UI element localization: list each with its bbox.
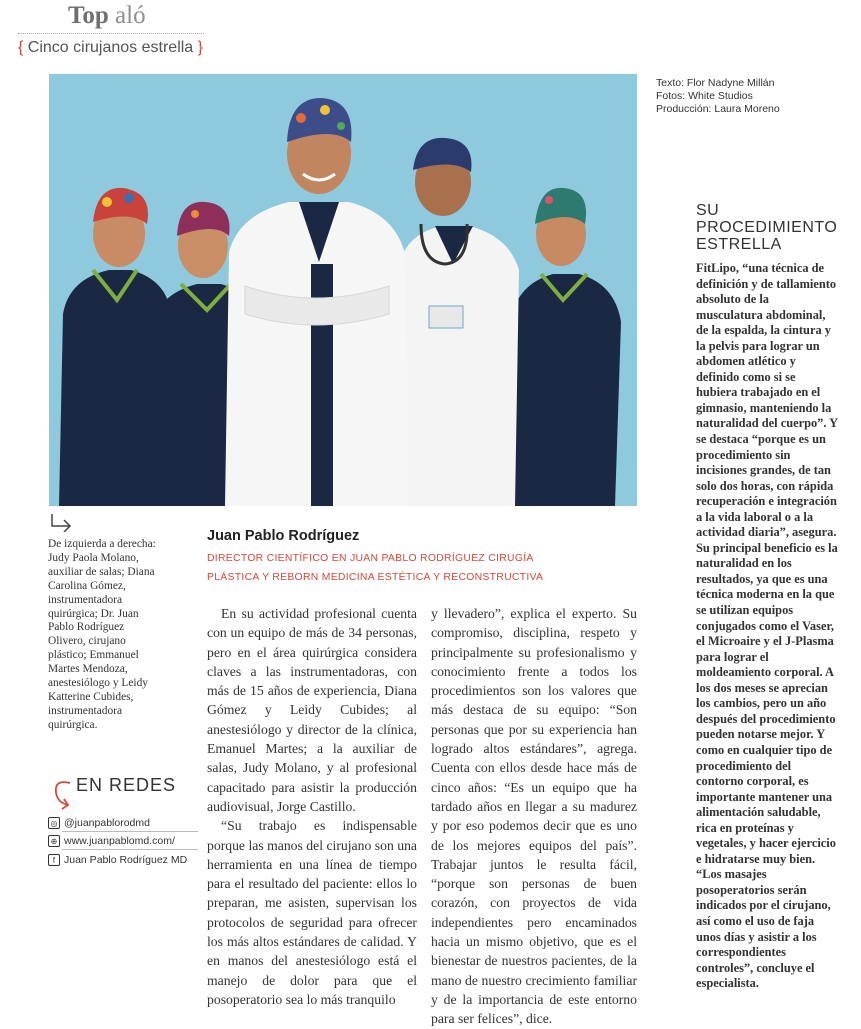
sidebar-title: SU PROCEDIMIENTO ESTRELLA bbox=[696, 202, 838, 253]
section-subtitle bbox=[18, 39, 203, 57]
subtitle-text: Cinco cirujanos estrella bbox=[27, 39, 194, 56]
facebook-icon: f bbox=[48, 854, 60, 866]
social-facebook[interactable] bbox=[48, 854, 187, 866]
team-photo-illustration bbox=[49, 74, 637, 506]
team-photo bbox=[49, 74, 637, 506]
instagram-icon: ◎ bbox=[48, 817, 60, 829]
web-icon: ⊕ bbox=[48, 835, 60, 847]
article-paragraph: En su actividad profesional cuenta con un equipo de más de 34 personas, pero en el área quirúrgica considera claves a las instrumentadoras, con más de 15 años de experiencia, Diana Gómez y Leidy Cubides; al anestesiólogo y director de la clínica, Emanuel Martes; a la auxiliar de salas, Judy Molano, y al profesional capacitado para asistir la producción audiovisual, Jorge Castillo. bbox=[207, 606, 417, 814]
credit-text: Texto: Flor Nadyne Millán bbox=[656, 77, 775, 89]
credits bbox=[656, 77, 780, 116]
credit-photos: Fotos: White Studios bbox=[656, 90, 753, 102]
facebook-name[interactable]: Juan Pablo Rodríguez MD bbox=[64, 854, 188, 866]
article-paragraph: y llevadero”, explica el experto. Su compromiso, disciplina, respeto y principalmente su profesionalismo y conocimiento frente a todos los procedimientos son los valores que más destaca de su equipo: “Son personas que por su experiencia han logrado altos estándares”, agrega. Cuenta con ellos desde hace más de cinco años: “Es un equipo que ha tardado años en llegar a su madurez y por eso podemos decir que es uno de los mejores equipos del país”. Trabajar juntos le resulta fácil, “porque son personas de buen corazón, con proyectos de vida independientes pero encaminados hacia un mismo objetivo, que es el bienestar de nuestros pacientes, de la mano de nuestro crecimiento familiar y de la importancia de este entorno para ser felices”, dice. bbox=[431, 606, 637, 1027]
author-name: Juan Pablo Rodríguez bbox=[207, 528, 360, 544]
brace-close: } bbox=[197, 39, 203, 56]
sidebar-body: FitLipo, “una técnica de definición y de tallamiento absoluto de la musculatura abdominal, de la espalda, la cintura y la pelvis para lograr un abdomen atlético y definido como si se hubiera trabajado en el gimnasio, manteniendo la naturalidad del cuerpo”. Y se destaca “porque es un procedimiento sin incisiones grandes, de tan solo dos horas, con rápida recuperación e integración a la vida laboral o a la actividad diaria”, asegura. Su principal beneficio es la naturalidad en los resultados, ya que es una técnica moderna en la que se utilizan equipos conjugados como el Vaser, el Microaire y el J-Plasma para lograr el moldeamiento corporal. A los dos meses se aprecian los cambios, pero un año después del procedimiento pueden notarse mejor. Y como en cualquier tipo de procedimiento del contorno corporal, es importante mantener una alimentación saludable, rica en proteínas y vegetales, y hacer ejercicio e hidratarse muy bien. “Los masajes posoperatorios serán indicados por el cirujano, así como el uso de faja unos días y asistir a los correspondientes controles”, concluye el especialista. bbox=[696, 261, 838, 991]
section-title-light: aló bbox=[115, 2, 146, 29]
credit-production: Producción: Laura Moreno bbox=[656, 103, 780, 115]
social-arrow-icon bbox=[52, 777, 74, 816]
social-web[interactable] bbox=[48, 835, 175, 847]
author-role: DIRECTOR CIENTÍFICO EN JUAN PABLO RODRÍGUEZ CIRUGÍA PLÁSTICA Y REBORN MEDICINA ESTÉTICA Y RECONSTRUCTIVA bbox=[207, 553, 544, 583]
article-column-2 bbox=[431, 604, 637, 1029]
photo-caption: De izquierda a derecha: Judy Paola Molano, auxiliar de salas; Diana Carolina Gómez, instrumentadora quirúrgica; Dr. Juan Pablo Rodríguez Olivero, cirujano plástico; Emmanuel Martes Mendoza, anestesiólogo y Leidy Katterine Cubides, instrumentadora quirúrgica. bbox=[48, 538, 156, 731]
web-url[interactable]: www.juanpablomd.com/ bbox=[64, 835, 175, 847]
header-divider bbox=[18, 33, 204, 34]
article-paragraph: “Su trabajo es indispensable porque las manos del cirujano son una herramienta en una línea de tiempo para el resultado del paciente: ellos lo preparan, me asisten, supervisan los protocolos de seguridad para ofrecer los más altos estándares de calidad. Y en manos del anestesiólogo está el manejo de dolor para que el posoperatorio sea lo más tranquilo bbox=[207, 818, 417, 1007]
brace-open: { bbox=[18, 39, 24, 56]
social-instagram[interactable] bbox=[48, 817, 150, 829]
section-title bbox=[68, 2, 146, 30]
social-divider bbox=[62, 831, 198, 832]
article-column-1 bbox=[207, 604, 417, 1009]
section-title-bold: Top bbox=[68, 2, 109, 29]
social-divider bbox=[62, 849, 198, 850]
social-title: EN REDES bbox=[76, 775, 177, 795]
caption-arrow-icon bbox=[48, 512, 74, 537]
instagram-handle[interactable]: @juanpablorodmd bbox=[64, 817, 150, 829]
